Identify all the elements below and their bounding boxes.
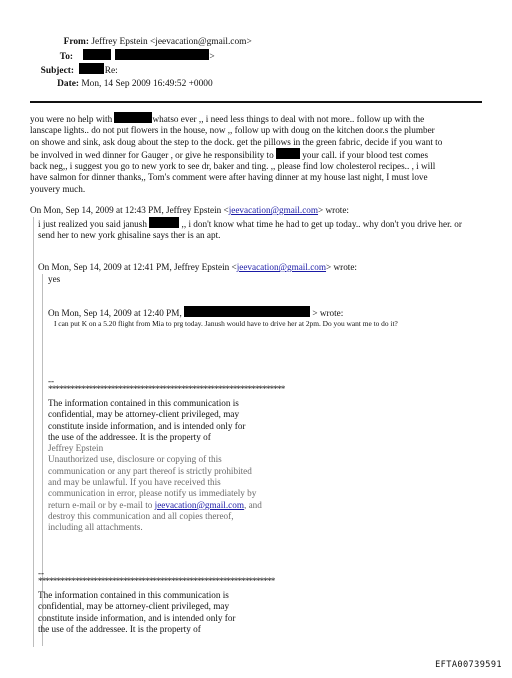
email-header	[36, 36, 336, 91]
quote-intro: On Mon, Sep 14, 2009 at 12:40 PM, > wrote:	[48, 308, 344, 318]
to-suffix: >	[209, 51, 215, 62]
email-link[interactable]: jeevacation@gmail.com	[228, 205, 319, 215]
body-text: lanscape lights.. do not put flowers in the house, now ,, follow up with doug on the kitchen door.s the plumber	[30, 125, 435, 136]
disclaimer-stars: ****************************************************************	[48, 384, 285, 394]
subject-row	[36, 63, 336, 78]
email-link[interactable]: jeevacation@gmail.com	[236, 262, 327, 272]
quote-body: yes	[48, 274, 61, 284]
quote-bar	[33, 217, 34, 647]
body-text: on showe and sink, ask doug about the step to the dock. get the pillows in the green fabric, decide if you want to	[30, 136, 443, 147]
from-row	[36, 36, 336, 49]
from-label: From:	[63, 37, 89, 47]
body-text: whatso ever ,, i need less things to deal with not more.. follow up with the	[152, 114, 425, 124]
body-text: back neg,, i suggest you go to new york to see dr, baker and ting. ,, please find low cholesterol recipes.. , i will	[30, 161, 436, 172]
header-divider	[30, 101, 482, 103]
disclaimer-stars: ****************************************************************	[38, 576, 275, 586]
body-text: be involved in wed dinner for Gauger , or give he responsibility to	[30, 149, 274, 160]
message-body	[30, 112, 490, 195]
body-text: you were no help with	[30, 114, 113, 124]
redaction-box	[79, 63, 104, 74]
signature-separator: --	[38, 568, 45, 578]
body-text: have salmon for dinner thanks,, Tom's comment were after having dinner at my house last night, I must love	[30, 172, 428, 183]
redaction-box	[149, 217, 179, 228]
quote-intro: On Mon, Sep 14, 2009 at 12:41 PM, Jeffrey Epstein <jeevacation@gmail.com> wrote:	[38, 262, 357, 272]
to-label: To:	[59, 51, 73, 62]
disclaimer-text: The information contained in this communication is confidential, may be attorney-client privileged, may constitute inside information, and is intended only for the use of the addressee. It is the property of Jeffrey Epstein Unauthorized use, disclosure or copying of this communication or any part thereof is strictly prohibited and may be unlawful. If you have received this communication in error, please notify us immediately by return e-mail or by e-mail to jeevacation@gmail.com, and destroy this communication and all copies thereof, including all attachments.	[48, 398, 262, 533]
subject-value: Re:	[104, 66, 118, 77]
redaction-box	[83, 49, 111, 60]
signature-separator: --	[48, 376, 55, 386]
document-id: EFTA00739591	[435, 660, 502, 670]
redaction-box	[184, 306, 310, 317]
subject-label: Subject:	[40, 66, 74, 77]
quote-body: I can put K on a 5.20 flight from Mia to prg today. Janush would have to drive her at 2pm. Do you want me to do it?	[54, 319, 398, 328]
date-row	[36, 78, 336, 91]
from-value: Jeffrey Epstein <jeevacation@gmail.com>	[91, 37, 252, 47]
body-text: your call. if your blood test comes	[302, 149, 429, 160]
date-label: Date:	[57, 79, 79, 90]
body-text: youvery much.	[30, 183, 86, 194]
email-link[interactable]: jeevacation@gmail.com	[154, 499, 244, 510]
disclaimer-text: The information contained in this communication is confidential, may be attorney-client privileged, may constitute inside information, and is intended only for the use of the addressee. It is the property of	[38, 590, 236, 634]
date-value: Mon, 14 Sep 2009 16:49:52 +0000	[81, 79, 213, 90]
redaction-box	[276, 148, 300, 159]
quote-intro: On Mon, Sep 14, 2009 at 12:43 PM, Jeffrey Epstein <jeevacation@gmail.com> wrote:	[30, 205, 349, 215]
redaction-box	[115, 49, 209, 60]
quote-body: i just realized you said janush ,, i don't know what time he had to get up today.. why don't you drive her. or send her to new york ghisaline says ther is an apt.	[38, 219, 462, 241]
redaction-box	[114, 112, 152, 123]
to-row	[36, 49, 336, 64]
